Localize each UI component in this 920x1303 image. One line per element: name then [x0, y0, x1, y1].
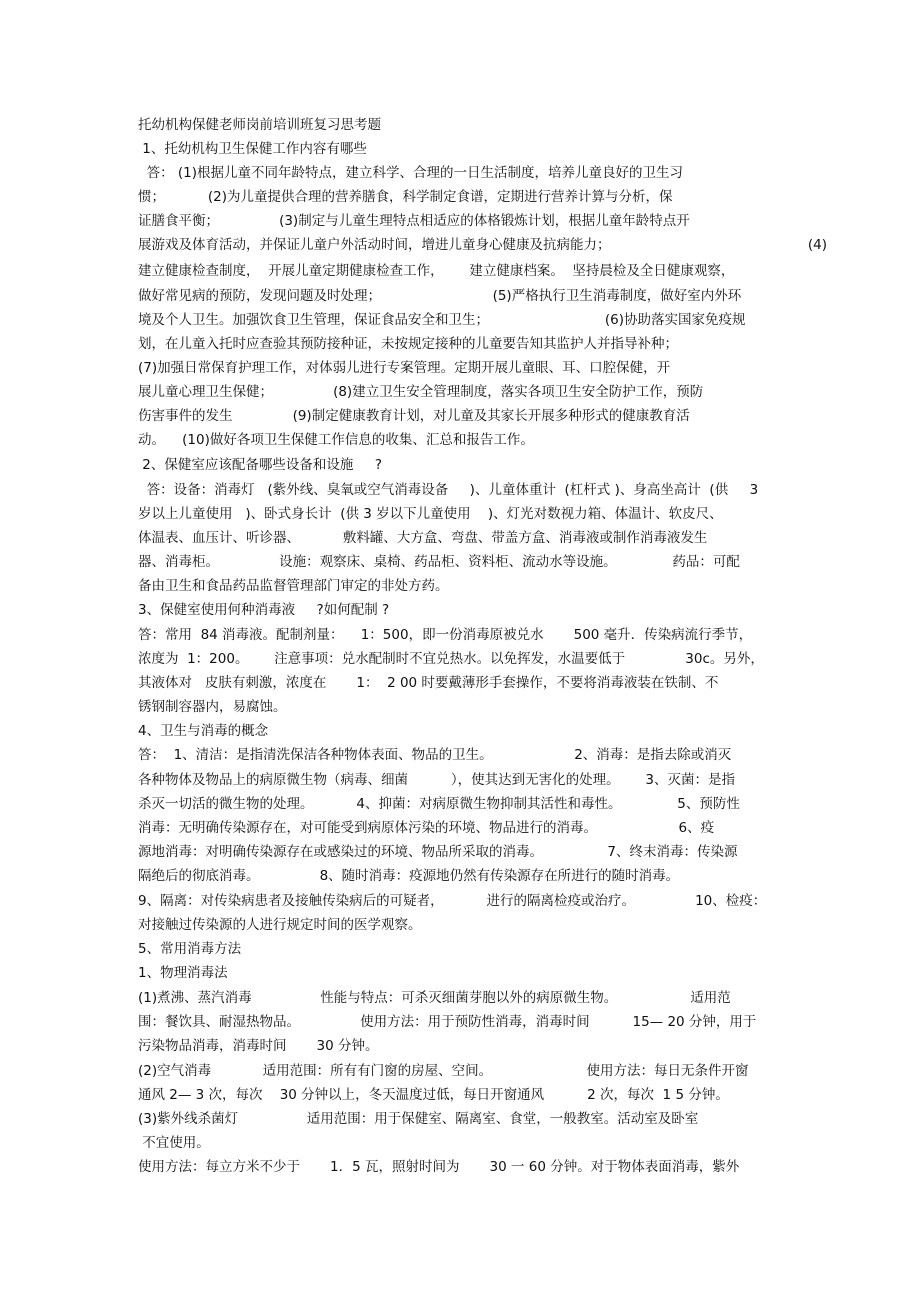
text-line: 做好常见病的预防，发现问题及时处理； (5)严格执行卫生消毒制度，做好室内外环: [138, 288, 742, 304]
question-heading: 1、托幼机构卫生保健工作内容有哪些: [138, 141, 367, 157]
text-line: 备由卫生和食品药品监督管理部门审定的非处方药。: [138, 578, 449, 594]
question-heading: 2、保健室应该配备哪些设备和设施 ?: [138, 457, 383, 473]
text-line: 通风 2— 3 次，每次 30 分钟以上，冬天温度过低，每日开窗通风 2 次，每次 1 5 分钟。: [138, 1087, 729, 1103]
text-line: 消毒：无明确传染源存在，对可能受到病原体污染的环境、物品进行的消毒。 6、疫: [138, 820, 715, 836]
question-heading: 3、保健室使用何种消毒液 ?如何配制 ?: [138, 602, 390, 618]
question-heading: 4、卫生与消毒的概念: [138, 723, 269, 739]
text-line: 答： 1、清洁：是指清洗保洁各种物体表面、物品的卫生。 2、消毒：是指去除或消灭: [138, 747, 732, 763]
text-line: 不宜使用。: [138, 1135, 210, 1151]
text-line: (2)空气消毒 适用范围：所有有门窗的房屋、空间。 使用方法：每日无条件开窗: [138, 1063, 749, 1079]
text-line: 浓度为 1：200。 注意事项：兑水配制时不宜兑热水。以免挥发，水温要低于 30c。另外，: [138, 651, 764, 667]
text-line: 答：设备：消毒灯 (紫外线、臭氧或空气消毒设备 )、儿童体重计 (杠杆式 )、身高坐高计 (供 3: [138, 482, 759, 498]
text-line: 岁以上儿童使用 )、卧式身长计 (供 3 岁以下儿童使用 )、灯光对数视力箱、体温计、软皮尺、: [138, 506, 723, 522]
text-line: 隔绝后的彻底消毒。 8、随时消毒：疫源地仍然有传染源存在所进行的随时消毒。: [138, 868, 680, 884]
text-line: 对接触过传染源的人进行规定时间的医学观察。: [138, 917, 422, 933]
text-line: (3)紫外线杀菌灯 适用范围：用于保健室、隔离室、食堂，一般教室。活动室及卧室: [138, 1111, 699, 1127]
text-line: (1)煮沸、蒸汽消毒 性能与特点：可杀灭细菌芽胞以外的病原微生物。 适用范: [138, 990, 731, 1006]
text-line: 其液体对 皮肤有刺激，浓度在 1： 2 00 时要戴薄形手套操作，不要将消毒液装在铁制、不: [138, 675, 719, 691]
text-line: 证膳食平衡； (3)制定与儿童生理特点相适应的体格锻炼计划，根据儿童年龄特点开: [138, 213, 690, 229]
text-line: (7)加强日常保育护理工作，对体弱儿进行专案管理。定期开展儿童眼、耳、口腔保健，开: [138, 360, 671, 376]
text-line: 境及个人卫生。加强饮食卫生管理，保证食品安全和卫生； (6)协助落实国家免疫规: [138, 312, 746, 328]
text-line: 杀灭一切活的微生物的处理。 4、抑菌：对病原微生物抑制其活性和毒性。 5、预防性: [138, 796, 740, 812]
text-line: 围：餐饮具、耐湿热物品。 使用方法：用于预防性消毒，消毒时间 15— 20 分钟，用于: [138, 1014, 757, 1030]
text-line: 使用方法：每立方米不少于 1．5 瓦，照射时间为 30 一 60 分钟。对于物体表面消毒，紫外: [138, 1159, 740, 1175]
text-line: 惯； (2)为儿童提供合理的营养膳食，科学制定食谱，定期进行营养计算与分析，保: [138, 189, 673, 205]
text-line: 划，在儿童入托时应查验其预防接种证，未按规定接种的儿童要告知其监护人并指导补种；: [138, 336, 678, 352]
text-line: 锈钢制容器内，易腐蚀。: [138, 699, 287, 715]
text-line: 答： (1)根据儿童不同年龄特点，建立科学、合理的一日生活制度，培养儿童良好的卫生习: [138, 165, 683, 181]
text-line: 建立健康检查制度， 开展儿童定期健康检查工作， 建立健康档案。 坚持晨检及全日健康观察，: [138, 263, 735, 279]
text-line: 各种物体及物品上的病原微生物（病毒、细菌 ），使其达到无害化的处理。 3、灭菌：是指: [138, 772, 735, 788]
text-line: 展游戏及体育活动，并保证儿童户外活动时间，增进儿童身心健康及抗病能力； (4): [138, 237, 828, 253]
text-line: 答：常用 84 消毒液。配制剂量： 1：500，即一份消毒原被兑水 500 毫升．传染病流行季节，: [138, 627, 753, 643]
text-line: 伤害事件的发生 (9)制定健康教育计划，对儿童及其家长开展多种形式的健康教育活: [138, 408, 690, 424]
text-line: 污染物品消毒，消毒时间 30 分钟。: [138, 1038, 379, 1054]
text-line: 9、隔离：对传染病患者及接触传染病后的可疑者， 进行的隔离检疫或治疗。 10、检疫：: [138, 893, 767, 909]
text-line: 展儿童心理卫生保健； (8)建立卫生安全管理制度，落实各项卫生安全防护工作，预防: [138, 384, 704, 400]
text-line: 器、消毒柜。 设施：观察床、桌椅、药品柜、资料柜、流动水等设施。 药品：可配: [138, 554, 740, 570]
text-line: 源地消毒：对明确传染源存在或感染过的环境、物品所采取的消毒。 7、终末消毒：传染源: [138, 844, 738, 860]
question-heading: 5、常用消毒方法: [138, 941, 242, 957]
text-line: 体温表、血压计、听诊器、 敷料罐、大方盒、弯盘、带盖方盒、消毒液或制作消毒液发生: [138, 530, 708, 546]
text-line: 动。 (10)做好各项卫生保健工作信息的收集、汇总和报告工作。: [138, 432, 534, 448]
subsection-heading: 1、物理消毒法: [138, 965, 228, 981]
document-title: 托幼机构保健老师岗前培训班复习思考题: [138, 117, 381, 133]
